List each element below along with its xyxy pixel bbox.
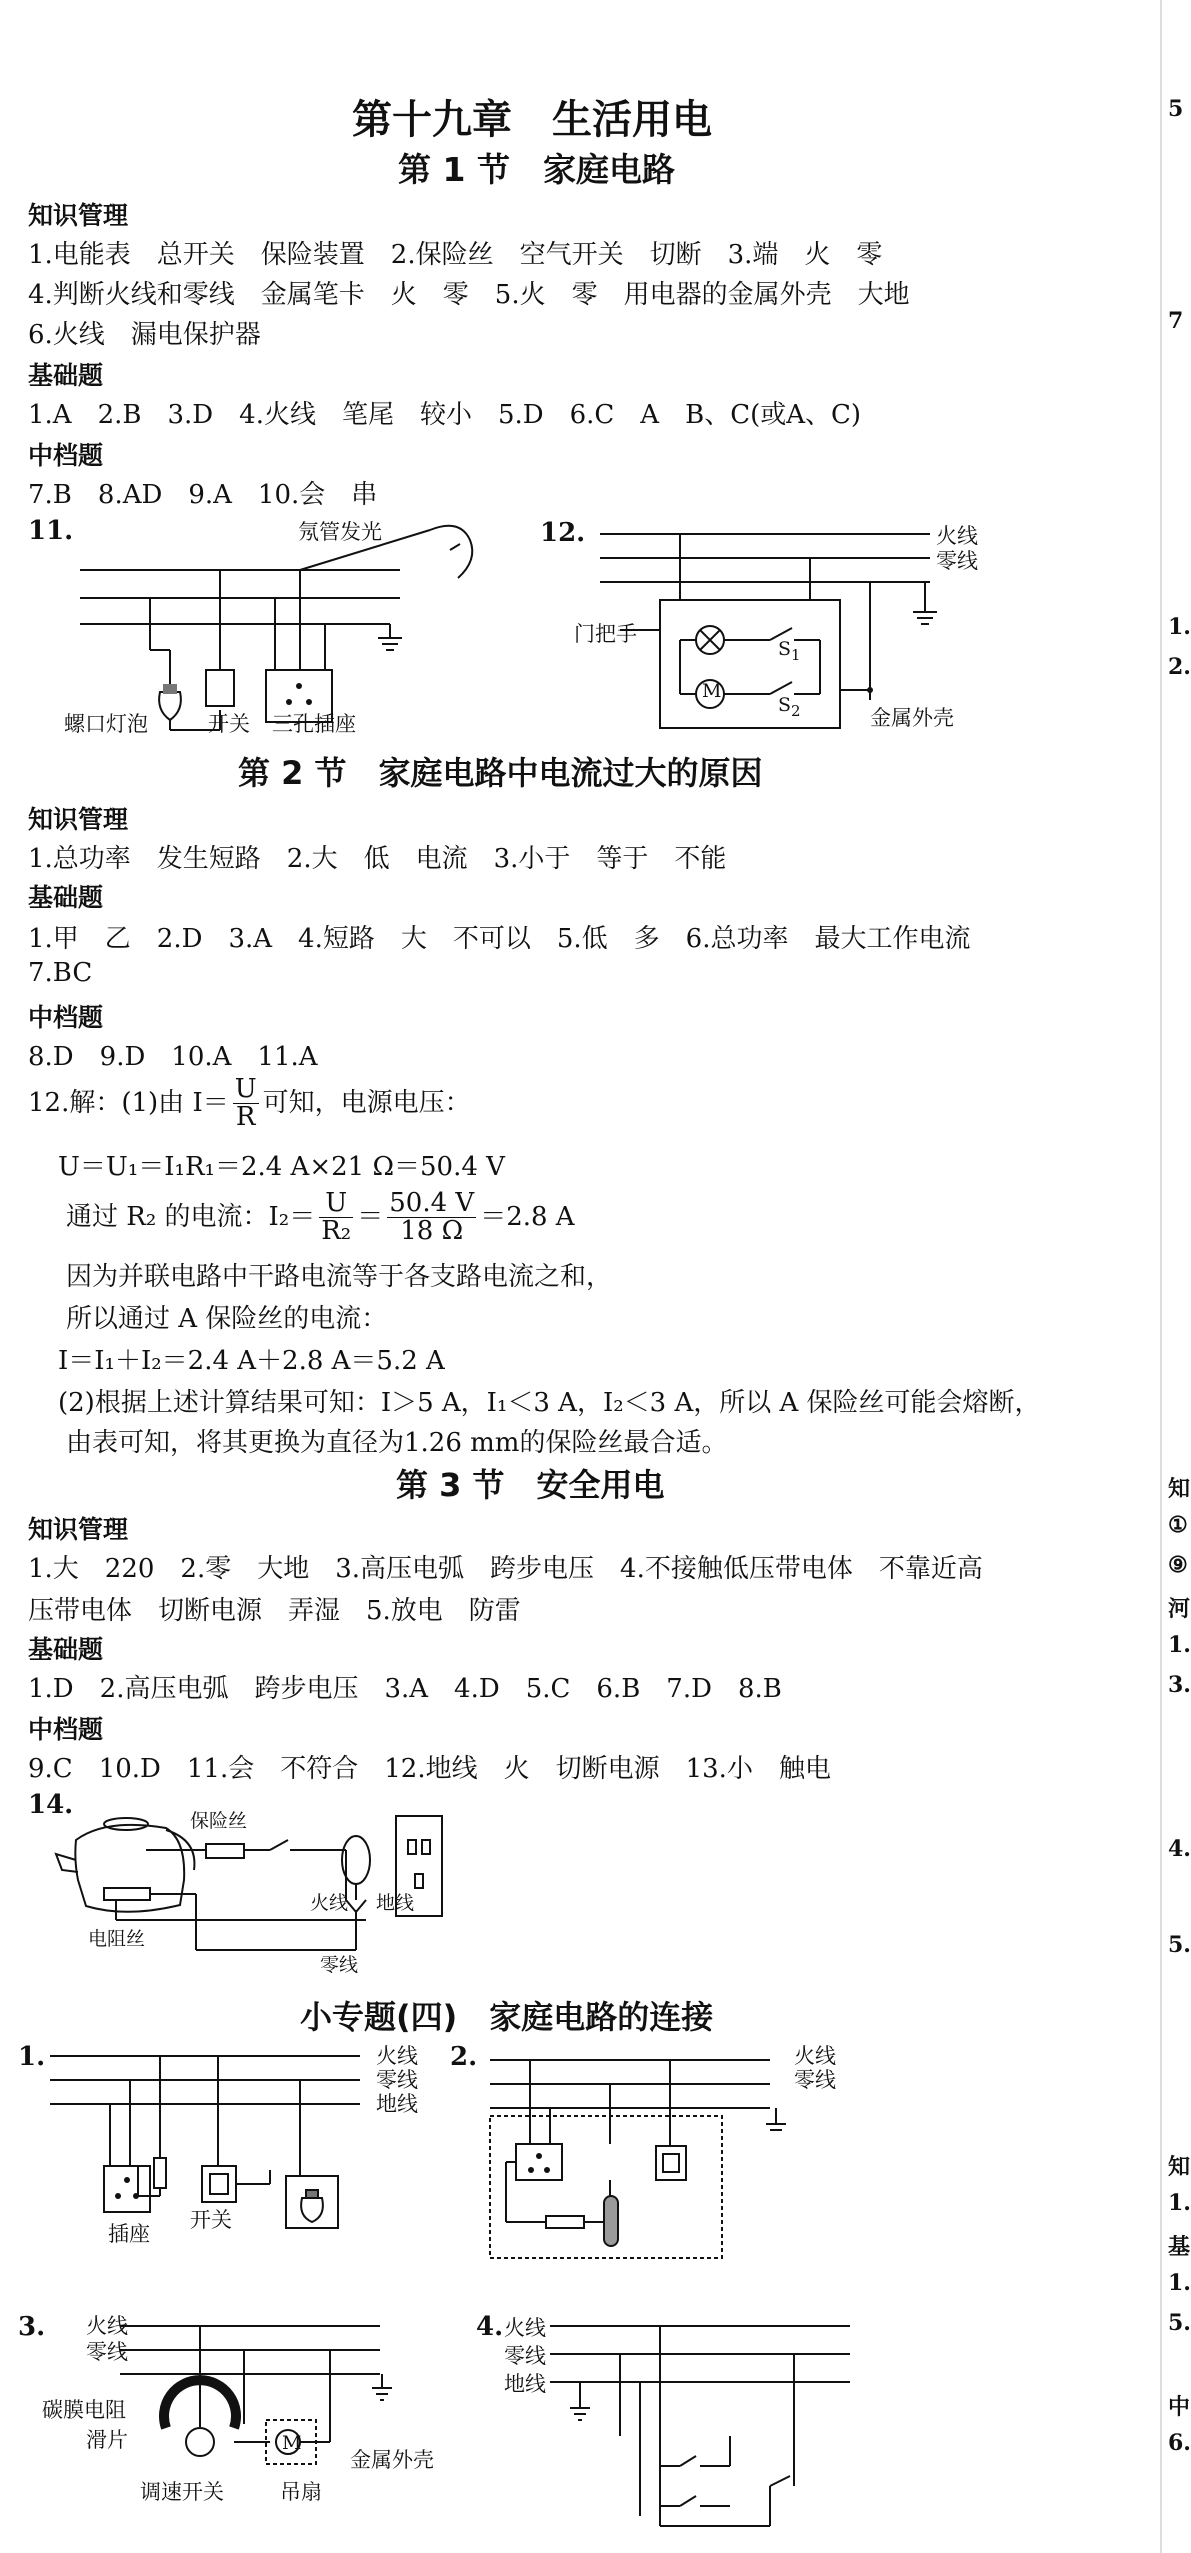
d3-speed-label: 调速开关	[140, 2480, 224, 2504]
q12-switch-s1-label: $S_1$	[778, 638, 801, 664]
edge-fragment: 5.	[1168, 1932, 1191, 1958]
d2-neutral-label: 零线	[794, 2068, 836, 2092]
d2-number: 2.	[450, 2042, 478, 2072]
d3-fan-label: 吊扇	[280, 2480, 322, 2504]
s1-basic-line: 1.A 2.B 3.D 4.火线 笔尾 较小 5.D 6.C A B、C(或A、C)	[28, 400, 862, 430]
q14-live-label: 火线	[310, 1892, 349, 1914]
d1-ground-label: 地线	[376, 2092, 418, 2116]
d1-bulb-icon	[301, 2190, 323, 2222]
edge-fragment: 2.	[1168, 654, 1191, 680]
kettle-icon	[56, 1818, 194, 1912]
s2-basic-line: 1.甲 乙 2.D 3.A 4.短路 大 不可以 5.低 多 6.总功率 最大工作电流	[28, 924, 971, 954]
q12-shell-label: 金属外壳	[870, 706, 954, 730]
q11-socket-icon	[286, 683, 312, 705]
s2-basic-line: 7.BC	[28, 958, 93, 988]
d3-motor-label: M	[282, 2432, 302, 2454]
s2-solution-line-3: 通过 R₂ 的电流：I₂＝ $\frac{U}{\text{R₂}}$ ＝ $\frac{50.4 V}{18 \Omega}$ ＝2.8 A	[66, 1188, 575, 1247]
edge-fragment: 知	[1168, 2154, 1191, 2180]
chapter-title: 第十九章 生活用电	[352, 97, 712, 143]
edge-fragment: 1.	[1168, 2190, 1191, 2216]
d4-ground-label: 地线	[504, 2372, 546, 2396]
q14-ground-label: 地线	[376, 1892, 415, 1914]
d3-slider-label: 滑片	[86, 2428, 128, 2452]
q12-motor-label: M	[702, 680, 722, 702]
edge-fragment: ①	[1168, 1512, 1188, 1538]
topic-title: 小专题(四) 家庭电路的连接	[300, 1998, 714, 2036]
s2-solution-line-1: 12.解：(1)由 I＝ $\frac{U}{R}$ 可知，电源电压：	[28, 1074, 471, 1133]
s1-knowledge-line: 6.火线 漏电保护器	[28, 320, 261, 350]
s1-basic-heading: 基础题	[28, 361, 104, 390]
d1-switch-label: 开关	[190, 2208, 232, 2232]
s3-knowledge-line: 1.大 220 2.零 大地 3.高压电弧 跨步电压 4.不接触低压带电体 不靠近高	[28, 1554, 983, 1584]
s2-basic-heading: 基础题	[28, 883, 104, 912]
s2-solution-line-4: 因为并联电路中干路电流等于各支路电流之和，	[66, 1262, 613, 1292]
q14-resist-label: 电阻丝	[88, 1928, 146, 1950]
s1-knowledge-line: 4.判断火线和零线 金属笔卡 火 零 5.火 零 用电器的金属外壳 大地	[28, 280, 910, 310]
q11-bulb-label: 螺口灯泡	[64, 712, 148, 736]
edge-fragment: 7	[1168, 308, 1184, 334]
s2-knowledge-line: 1.总功率 发生短路 2.大 低 电流 3.小于 等于 不能	[28, 844, 727, 874]
edge-fragment: 中	[1168, 2394, 1191, 2420]
d1-socket-icon	[115, 2177, 139, 2199]
s2-solution-line-2: U＝U₁＝I₁R₁＝2.4 A×21 Ω＝50.4 V	[58, 1152, 505, 1182]
page-gutter-divider	[1160, 0, 1162, 2553]
q12-number: 12.	[540, 518, 586, 548]
s1-knowledge-heading: 知识管理	[28, 201, 129, 230]
edge-fragment: ⑨	[1168, 1552, 1188, 1578]
q11-switch-label: 开关	[208, 712, 250, 736]
s3-basic-heading: 基础题	[28, 1635, 104, 1664]
q14-fuse-label: 保险丝	[190, 1810, 248, 1832]
s2-solution-line-6: I＝I₁＋I₂＝2.4 A＋2.8 A＝5.2 A	[58, 1346, 445, 1376]
d4-live-label: 火线	[504, 2316, 546, 2340]
q11-bulb-icon	[159, 684, 181, 720]
d1-socket-label: 插座	[108, 2222, 150, 2246]
s2-mid-line: 8.D 9.D 10.A 11.A	[28, 1042, 318, 1072]
edge-fragment: 5	[1168, 96, 1184, 122]
s2-solution-line-7: (2)根据上述计算结果可知：I＞5 A，I₁＜3 A，I₂＜3 A，所以 A 保险丝可能会熔断，	[58, 1388, 1041, 1418]
d3-number: 3.	[18, 2312, 46, 2342]
q12-live-label: 火线	[936, 524, 978, 548]
d4-neutral-label: 零线	[504, 2344, 546, 2368]
s2-solution-line-8: 由表可知，将其更换为直径为1.26 mm的保险丝最合适。	[66, 1428, 728, 1458]
section-3-title: 第 3 节 安全用电	[396, 1466, 665, 1504]
s1-mid-heading: 中档题	[28, 441, 104, 470]
d3-live-label: 火线	[86, 2314, 128, 2338]
edge-fragment: 5.	[1168, 2310, 1191, 2336]
d3-neutral-label: 零线	[86, 2340, 128, 2364]
q14-neutral-label: 零线	[320, 1954, 359, 1976]
s3-knowledge-line: 压带电体 切断电源 弄湿 5.放电 防雷	[28, 1596, 521, 1626]
s3-basic-line: 1.D 2.高压电弧 跨步电压 3.A 4.D 5.C 6.B 7.D 8.B	[28, 1674, 782, 1704]
q11-neon-label: 氖管发光	[298, 520, 382, 544]
s1-knowledge-line: 1.电能表 总开关 保险装置 2.保险丝 空气开关 切断 3.端 火 零	[28, 240, 883, 270]
s2-solution-line-5: 所以通过 A 保险丝的电流：	[66, 1304, 388, 1334]
edge-fragment: 知	[1168, 1476, 1191, 1502]
edge-fragment: 6.	[1168, 2430, 1191, 2456]
q11-number: 11.	[28, 516, 74, 546]
s3-mid-line: 9.C 10.D 11.会 不符合 12.地线 火 切断电源 13.小 触电	[28, 1754, 831, 1784]
d1-live-label: 火线	[376, 2044, 418, 2068]
edge-fragment: 1.	[1168, 1632, 1191, 1658]
edge-fragment: 基	[1168, 2234, 1191, 2260]
s2-mid-heading: 中档题	[28, 1003, 104, 1032]
q12-handle-label: 门把手	[574, 622, 637, 646]
section-1-title: 第 1 节 家庭电路	[398, 150, 675, 189]
d2-circuit-diagram	[470, 2046, 800, 2266]
d1-neutral-label: 零线	[376, 2068, 418, 2092]
d1-number: 1.	[18, 2042, 46, 2072]
section-2-title: 第 2 节 家庭电路中电流过大的原因	[238, 754, 763, 792]
d2-test-tube-icon	[604, 2196, 618, 2246]
edge-fragment: 4.	[1168, 1836, 1191, 1862]
d3-film-label: 碳膜电阻	[42, 2398, 126, 2422]
s1-mid-line: 7.B 8.AD 9.A 10.会 串	[28, 480, 378, 510]
edge-fragment: 1.	[1168, 614, 1191, 640]
edge-fragment: 河	[1168, 1596, 1191, 1622]
d3-shell-label: 金属外壳	[350, 2448, 434, 2472]
edge-fragment: 3.	[1168, 1672, 1191, 1698]
s2-knowledge-heading: 知识管理	[28, 805, 129, 834]
q11-socket-label: 三孔插座	[272, 712, 356, 736]
q14-number: 14.	[28, 1790, 74, 1820]
s3-mid-heading: 中档题	[28, 1715, 104, 1744]
d2-live-label: 火线	[794, 2044, 836, 2068]
q12-neutral-label: 零线	[936, 549, 978, 573]
edge-fragment: 1.	[1168, 2270, 1191, 2296]
d4-number: 4.	[476, 2312, 504, 2342]
q12-switch-s2-label: $S_2$	[778, 694, 801, 720]
s3-knowledge-heading: 知识管理	[28, 1515, 129, 1544]
d4-circuit-diagram	[550, 2316, 870, 2536]
